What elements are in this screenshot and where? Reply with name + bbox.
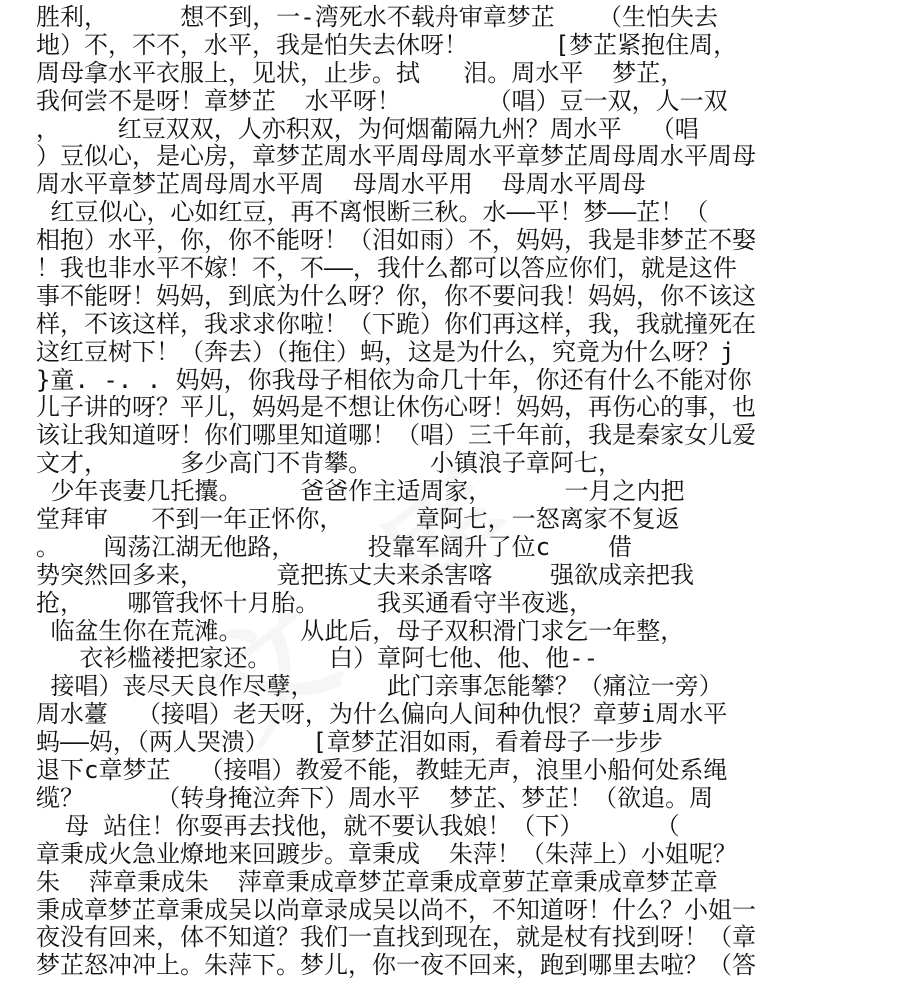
text-line: 临盆生你在荒滩。 从此后，母子双积滑门求乞一年整， [36, 617, 685, 645]
text-line: 该让我知道呀！你们哪里知道哪！（唱）三千年前，我是秦家女儿爱 [36, 422, 756, 450]
text-line: 文才， 多少高门不肯攀。 小镇浪子章阿七， [36, 450, 623, 478]
text-line: 章秉成火急业燎地来回踱步。章秉成 朱萍！（朱萍上）小姐呢？ [36, 840, 737, 868]
text-line: 少年丧妻几托攮。 爸爸作主适周家， 一月之内把 [36, 478, 685, 506]
text-line: 堂拜审 不到一年正怀你， 章阿七，一怒离家不复返 [36, 506, 680, 534]
text-line: 衣衫槛褛把家还。 白）章阿七他、他、他-- [36, 645, 599, 673]
text-line: 样，不该这样，我求求你啦！（下跪）你们再这样，我，我就撞死在 [36, 310, 756, 338]
text-line: 退下c章梦芷 （接唱）教爱不能，教蛙无声，浪里小船何处系绳 [36, 757, 728, 785]
text-line: 周母拿水平衣服上，见状，止步。拭 泪。周水平 梦芷， [36, 59, 685, 87]
text-line: 抢， 哪管我怀十月胎。 我买通看守半夜逃， [36, 589, 594, 617]
text-line: ， 红豆双双，人亦积双，为何烟葡隔九州？周水平 （唱 [36, 115, 699, 143]
text-line: 朱 萍章秉成朱 萍章秉成章梦芷章秉成章萝芷章秉成章梦芷章 [36, 868, 718, 896]
text-line: ）豆似心，是心房，章梦芷周水平周母周水平章梦芷周母周水平周母 [36, 143, 756, 171]
text-line: 秉成章梦芷章秉成吴以尚章录成吴以尚不，不知道呀！什么？小姐一 [36, 896, 756, 924]
text-line: 母 站住！你耍再去找他，就不要认我娘！（下） （ [36, 812, 680, 840]
text-line: ！我也非水平不嫁！不，不——，我什么都可以答应你们，就是这件 [36, 255, 737, 283]
text-line: 胜利， 想不到，一-湾死水不载舟审章梦芷 （生怕失去 [36, 4, 719, 31]
text-line: 红豆似心，心如红豆，再不离恨断三秋。水——平！梦——芷！（ [36, 199, 709, 227]
text-line: 梦芷怒冲冲上。朱萍下。梦儿，你一夜不回来，跑到哪里去啦？（答 [36, 952, 756, 980]
text-line: 事不能呀！妈妈，到底为什么呀？你，你不要问我！妈妈，你不该这 [36, 282, 756, 310]
text-line: 蚂——妈，（两人哭溃） [章梦芷泪如雨，看着母子一步步 [36, 729, 663, 757]
text-line: 周水薹 （接唱）老天呀，为什么偏向人间种仇恨？章萝i周水平 [36, 701, 728, 729]
text-line: 我何尝不是呀！章梦芷 水平呀！ （唱）豆一双，人一双 [36, 87, 728, 115]
text-line: 这红豆树下！（奔去）（拖住）蚂，这是为什么，究竟为什么呀？j [36, 338, 735, 366]
text-line: 夜没有回来，体不知道？我们一直找到现在，就是杖有找到呀！（章 [36, 924, 756, 952]
text-line: 。 闯荡江湖无他路， 投靠军阔升了位c 借 [36, 533, 632, 561]
text-body [36, 4, 886, 980]
text-line: 地）不，不不，水平，我是怕失去休呀！ [梦芷紧抱住周， [36, 31, 738, 59]
text-line: }童. -. . 妈妈，你我母子相依为命几十年，你还有什么不能对你 [36, 366, 752, 394]
text-line: 缆？ （转身掩泣奔下）周水平 梦芷、梦芷！（欲追。周 [36, 784, 714, 812]
text-line: 周水平章梦芷周母周水平周 母周水平用 母周水平周母 [36, 171, 646, 199]
text-line: 接唱）丧尽天良作尽孽， 此门亲事怎能攀？（痛泣一旁） [36, 673, 723, 701]
text-line: 儿子讲的呀？平儿，妈妈是不想让休伤心呀！妈妈，再伤心的事，也 [36, 394, 756, 422]
text-line: 相抱）水平，你，你不能呀！（泪如雨）不，妈妈，我是非梦芷不娶 [36, 227, 756, 255]
text-line: 势突然回多来， 竟把拣丈夫来杀害喀 强欲成亲把我 [36, 561, 695, 589]
